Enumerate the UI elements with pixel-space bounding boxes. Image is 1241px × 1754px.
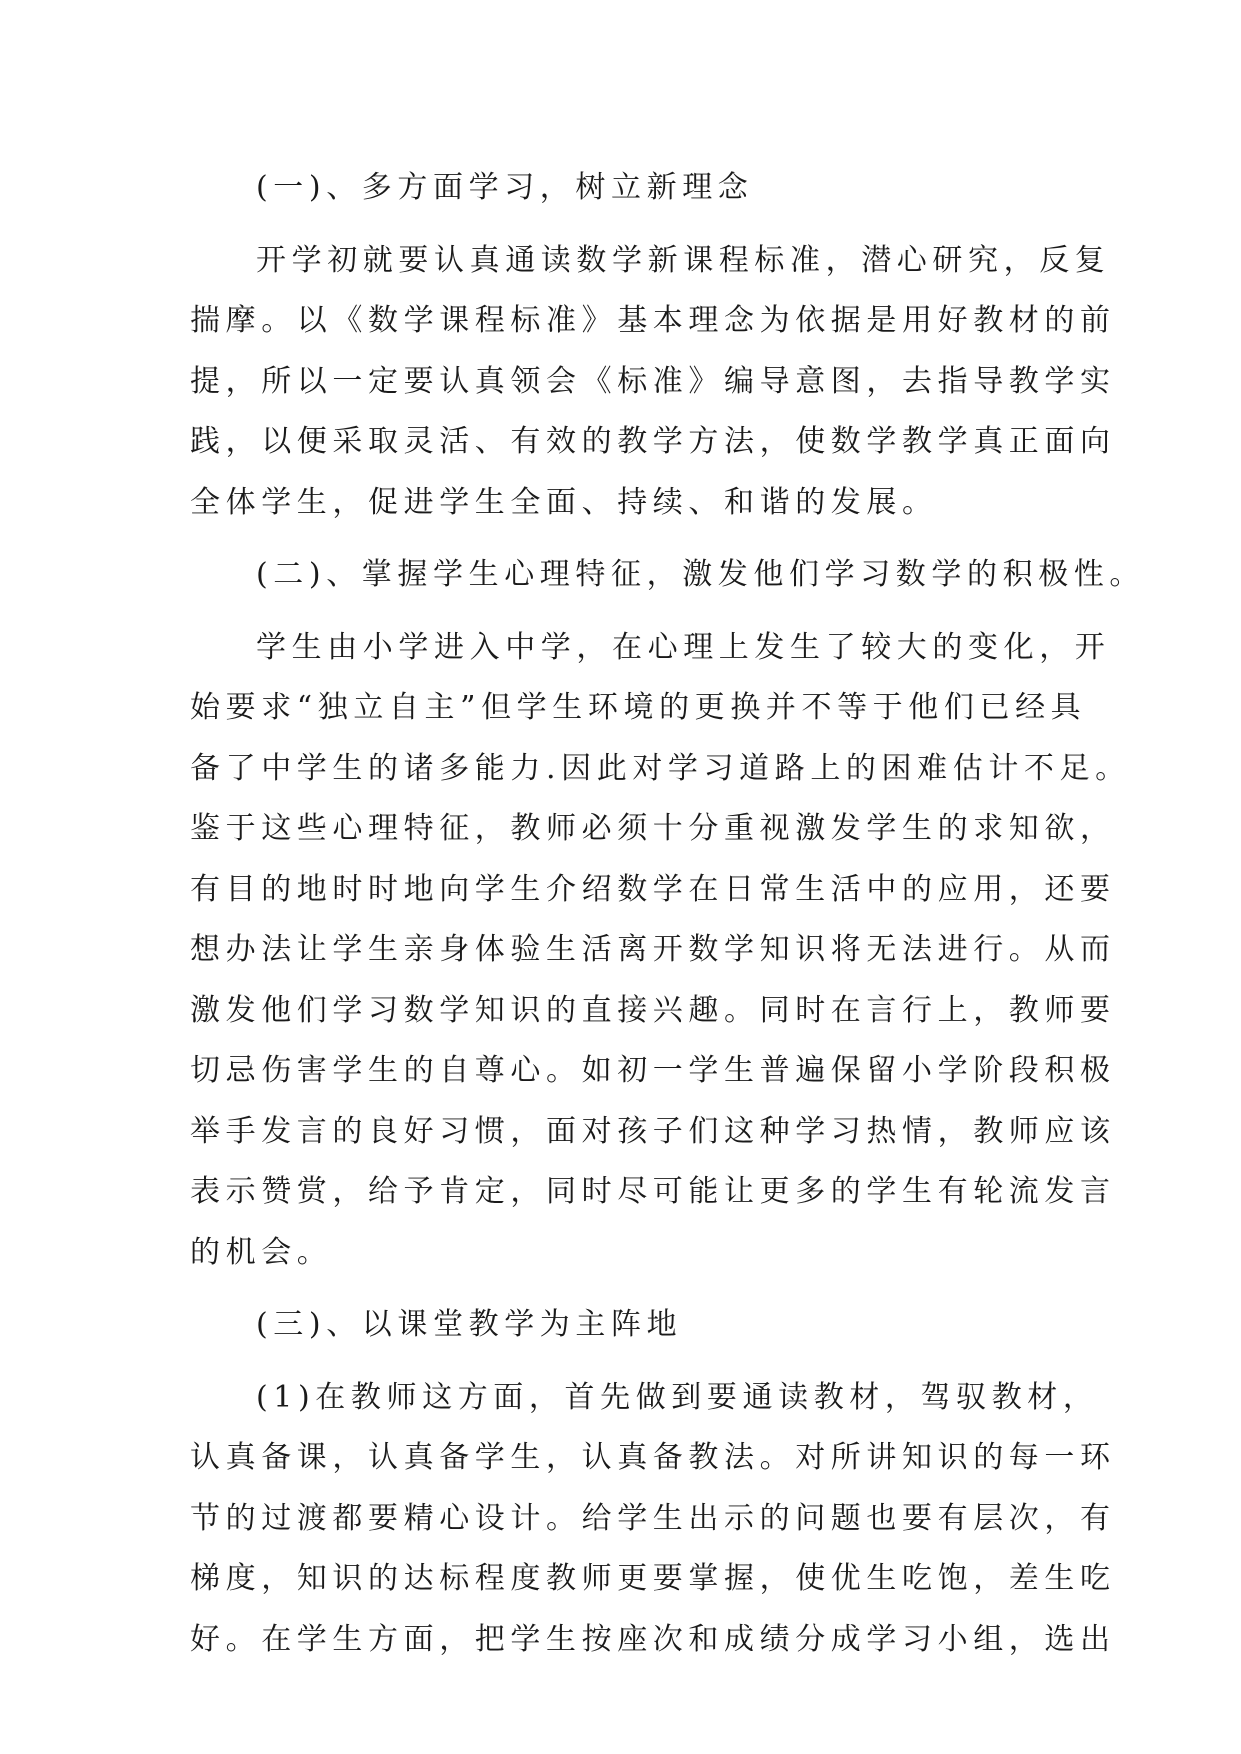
paragraph-line: 践，以便采取灵活、有效的教学方法，使数学教学真正面向: [190, 424, 1116, 459]
paragraph-line: 激发他们学习数学知识的直接兴趣。同时在言行上，教师要: [190, 992, 1116, 1028]
paragraph-line: 有目的地时时地向学生介绍数学在日常生活中的应用，还要: [190, 871, 1116, 907]
paragraph: [190, 1368, 1116, 1671]
paragraph: [190, 618, 1131, 1284]
section-heading: (二)、掌握学生心理特征，激发他们学习数学的积极性。: [256, 557, 1146, 592]
section-heading: (三)、以课堂教学为主阵地: [256, 1307, 683, 1342]
paragraph-line: 提，所以一定要认真领会《标准》编导意图，去指导教学实: [190, 363, 1116, 399]
paragraph-line: 好。在学生方面，把学生按座次和成绩分成学习小组，选出: [190, 1621, 1116, 1657]
paragraph-line: 想办法让学生亲身体验生活离开数学知识将无法进行。从而: [190, 932, 1116, 967]
paragraph-line: 揣摩。以《数学课程标准》基本理念为依据是用好教材的前: [190, 303, 1116, 338]
paragraph-line: 的机会。: [190, 1234, 333, 1270]
paragraph-line: 学生由小学进入中学，在心理上发生了较大的变化，开: [256, 629, 1111, 665]
paragraph-line: 举手发言的良好习惯，面对孩子们这种学习热情，教师应该: [190, 1113, 1116, 1149]
paragraph-line: 切忌伤害学生的自尊心。如初一学生普遍保留小学阶段积极: [190, 1053, 1116, 1088]
paragraph-line: 认真备课，认真备学生，认真备教法。对所讲知识的每一环: [190, 1440, 1116, 1475]
document-page: [190, 158, 1146, 1670]
paragraph-line: 表示赞赏，给予肯定，同时尽可能让更多的学生有轮流发言: [190, 1174, 1116, 1209]
paragraph-line: 开学初就要认真通读数学新课程标准，潜心研究，反复: [256, 242, 1111, 278]
paragraph-line: 鉴于这些心理特征，教师必须十分重视激发学生的求知欲，: [190, 811, 1116, 846]
paragraph-line: 梯度，知识的达标程度教师更要掌握，使优生吃饱，差生吃: [190, 1561, 1116, 1596]
section-heading: (一)、多方面学习，树立新理念: [256, 170, 754, 205]
paragraph-line: 节的过渡都要精心设计。给学生出示的问题也要有层次，有: [190, 1500, 1116, 1536]
paragraph-line: 备了中学生的诸多能力.因此对学习道路上的困难估计不足。: [190, 750, 1131, 786]
paragraph-line: 始要求“独立自主”但学生环境的更换并不等于他们已经具: [190, 690, 1087, 725]
paragraph-line: (1)在教师这方面，首先做到要通读教材，驾驭教材，: [256, 1379, 1099, 1415]
paragraph-line: 全体学生，促进学生全面、持续、和谐的发展。: [190, 484, 938, 520]
paragraph: [190, 231, 1116, 534]
